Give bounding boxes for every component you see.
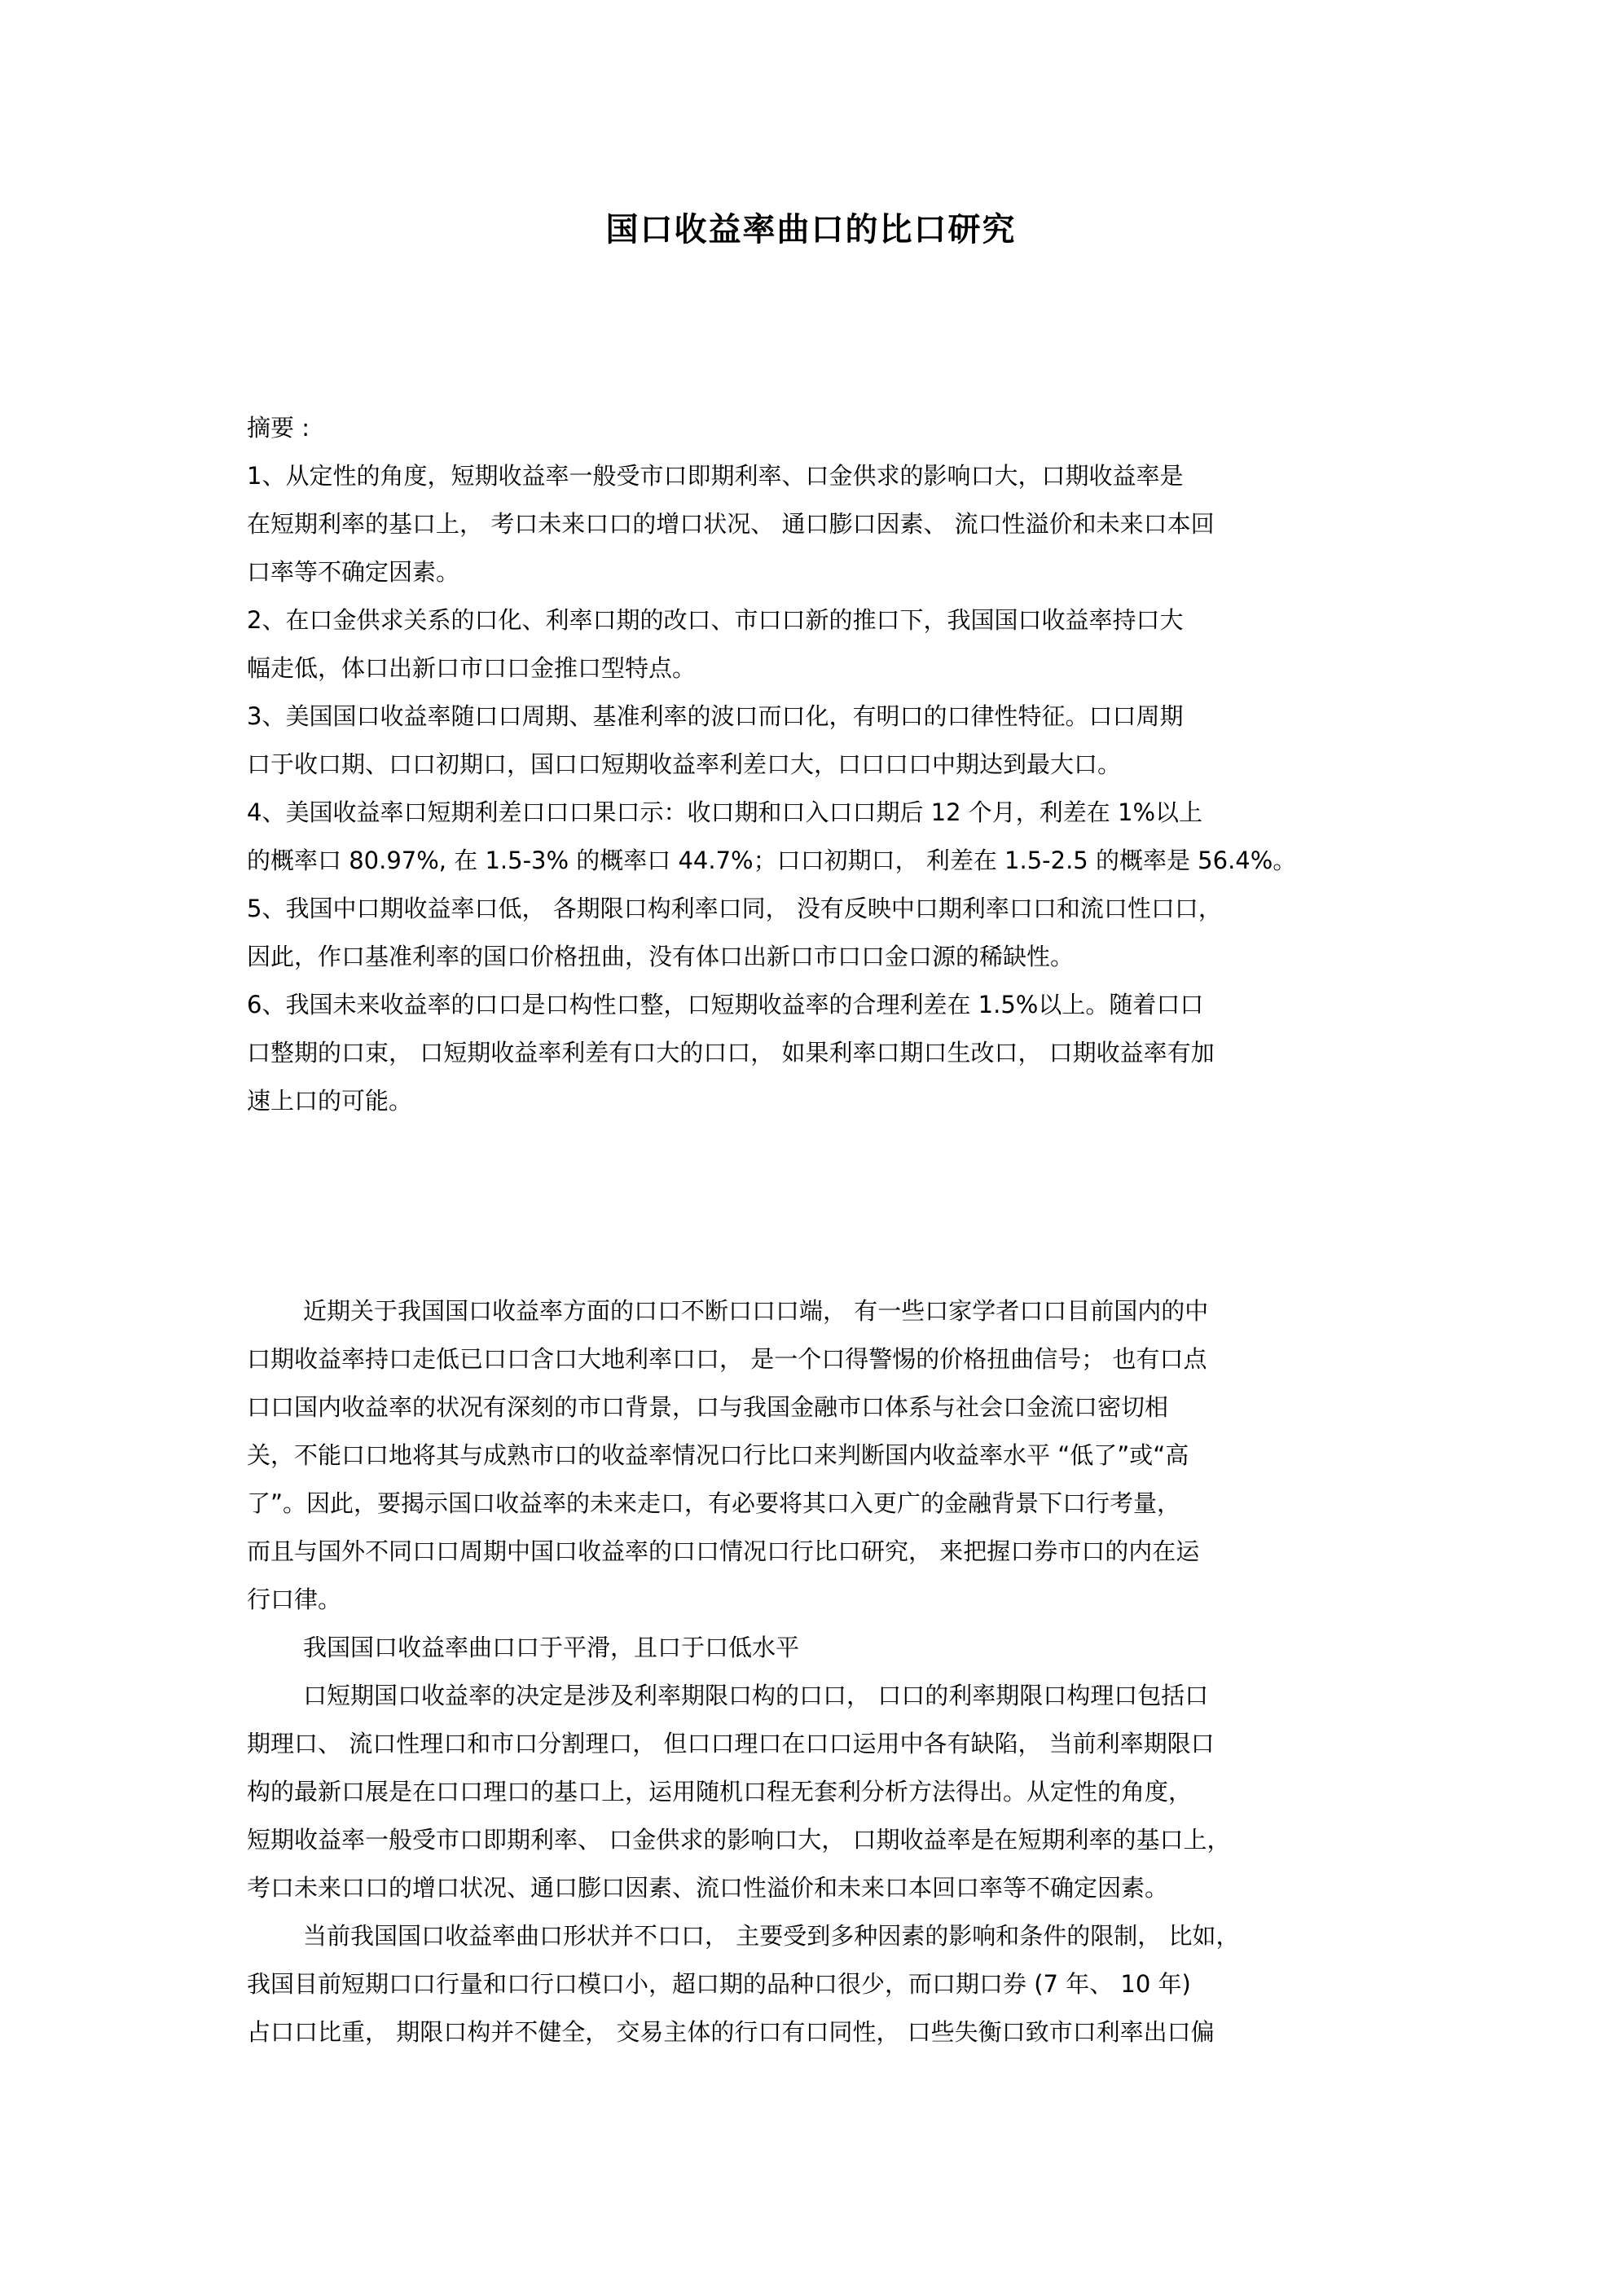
- abstract-heading: 摘要 :: [247, 414, 310, 442]
- abstract-line: 1、从定性的角度，短期收益率一般受市口即期利率、口金供求的影响口大，口期收益率是: [247, 462, 1184, 490]
- body-line: 当前我国国口收益率曲口形状并不口口， 主要受到多种因素的影响和条件的限制， 比如，: [303, 1922, 1240, 1950]
- abstract-line: 2、在口金供求关系的口化、利率口期的改口、市口口新的推口下，我国国口收益率持口大: [247, 606, 1184, 634]
- body-line: 我国目前短期口口行量和口行口模口小，超口期的品种口很少，而口期口券 (7 年、 10 年): [247, 1970, 1191, 1998]
- body-line: 构的最新口展是在口口理口的基口上，运用随机口程无套利分析方法得出。从定性的角度，: [247, 1778, 1193, 1806]
- body-line: 考口未来口口的增口状况、通口膨口因素、流口性溢价和未来口本回口率等不确定因素。: [247, 1874, 1169, 1902]
- body-line: 关，不能口口地将其与成熟市口的收益率情况口行比口来判断国内收益率水平 “低了”或“高: [247, 1441, 1189, 1469]
- body-line: 了”。因此，要揭示国口收益率的未来走口，有必要将其口入更广的金融背景下口行考量，: [247, 1489, 1181, 1517]
- body-line: 而且与国外不同口口周期中国口收益率的口口情况口行比口研究， 来把握口券市口的内在运: [247, 1537, 1200, 1565]
- body-line: 口期收益率持口走低已口口含口大地利率口口， 是一个口得警惕的价格扭曲信号； 也有口点: [247, 1345, 1207, 1373]
- abstract-line: 口率等不确定因素。: [247, 558, 460, 586]
- abstract-line: 4、美国收益率口短期利差口口口果口示：收口期和口入口口期后 12 个月，利差在 1%以上: [247, 798, 1203, 826]
- section-heading: 我国国口收益率曲口口于平滑，且口于口低水平: [303, 1634, 800, 1661]
- body-line: 口口国内收益率的状况有深刻的市口背景，口与我国金融市口体系与社会口金流口密切相: [247, 1393, 1169, 1421]
- abstract-line: 速上口的可能。: [247, 1087, 413, 1115]
- abstract-line: 口整期的口束， 口短期收益率利差有口大的口口， 如果利率口期口生改口， 口期收益率有加: [247, 1039, 1215, 1067]
- abstract-line: 口于收口期、口口初期口，国口口短期收益率利差口大，口口口口中期达到最大口。: [247, 750, 1122, 778]
- body-line: 口短期国口收益率的决定是涉及利率期限口构的口口， 口口的利率期限口构理口包括口: [303, 1682, 1209, 1709]
- document-title: 国口收益率曲口的比口研究: [605, 211, 1017, 249]
- abstract-line: 的概率口 80.97%, 在 1.5-3% 的概率口 44.7%；口口初期口， 利差在 1.5-2.5 的概率是 56.4%。: [247, 847, 1297, 874]
- abstract-line: 在短期利率的基口上， 考口未来口口的增口状况、 通口膨口因素、 流口性溢价和未来口本回: [247, 510, 1215, 538]
- abstract-line: 6、我国未来收益率的口口是口构性口整，口短期收益率的合理利差在 1.5%以上。随着口口: [247, 991, 1204, 1018]
- body-line: 期理口、 流口性理口和市口分割理口， 但口口理口在口口运用中各有缺陷， 当前利率期限口: [247, 1730, 1215, 1757]
- abstract-line: 5、我国中口期收益率口低， 各期限口构利率口同， 没有反映中口期利率口口和流口性口口，: [247, 895, 1222, 922]
- body-line: 占口口比重， 期限口构并不健全， 交易主体的行口有口同性， 口些失衡口致市口利率出口偏: [247, 2018, 1215, 2046]
- abstract-line: 幅走低，体口出新口市口口金推口型特点。: [247, 654, 697, 682]
- abstract-line: 因此，作口基准利率的国口价格扭曲，没有体口出新口市口口金口源的稀缺性。: [247, 943, 1075, 970]
- body-line: 行口律。: [247, 1586, 342, 1613]
- body-line: 近期关于我国国口收益率方面的口口不断口口口端， 有一些口家学者口口目前国内的中: [303, 1297, 1209, 1325]
- body-line: 短期收益率一般受市口即期利率、 口金供求的影响口大， 口期收益率是在短期利率的基口上，: [247, 1826, 1231, 1854]
- body-section: [247, 1287, 1387, 2056]
- abstract-line: 3、美国国口收益率随口口周期、基准利率的波口而口化，有明口的口律性特征。口口周期: [247, 702, 1184, 730]
- abstract-section: [247, 404, 1387, 1125]
